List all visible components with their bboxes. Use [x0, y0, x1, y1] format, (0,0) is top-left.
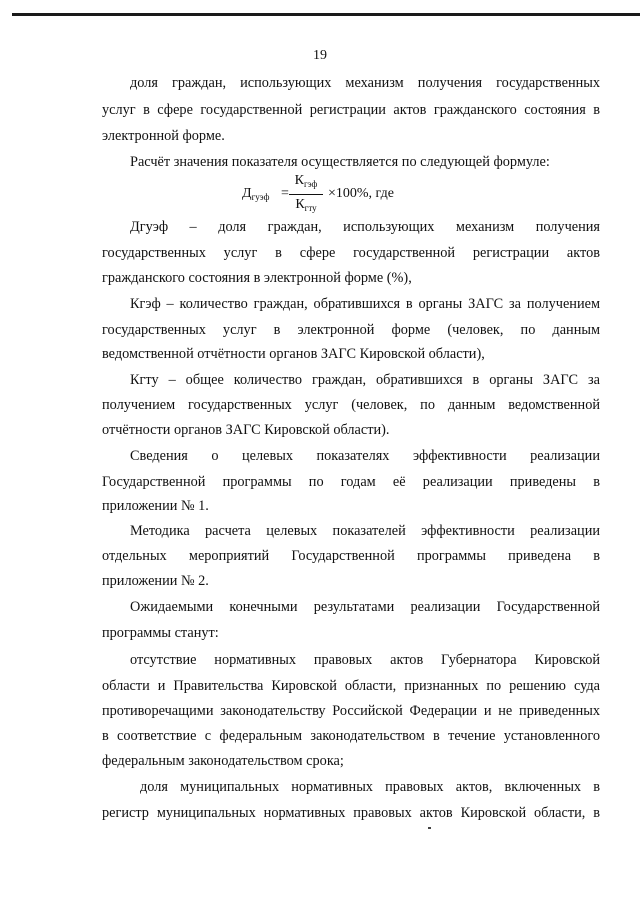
scan-mark [428, 827, 431, 829]
text-line: Сведения о целевых показателях эффективности реализации [130, 448, 600, 464]
text-line: государственных услуг в электронной форме (человек, по данным [102, 322, 600, 338]
text-line: Методика расчета целевых показателей эффективности реализации [130, 523, 600, 539]
formula-lhs: $Д_{гуэф}$ [242, 186, 270, 202]
text-line: отсутствие нормативных правовых актов Губернатора Кировской [130, 652, 600, 668]
text-line: Ожидаемыми конечными результатами реализации Государственной [130, 599, 600, 615]
text-line: отдельных мероприятий Государственной программы приведена в [102, 548, 600, 564]
text-line: в соответствие с федеральным законодательством в течение установленного [102, 728, 600, 744]
formula-equals: = [281, 186, 289, 201]
text-line: программы станут: [102, 625, 219, 641]
formula-denominator: $К_{гту}$ [295, 197, 317, 213]
formula-numerator: $К_{гэф}$ [294, 173, 318, 189]
top-border-rule [12, 13, 640, 16]
fraction-bar [289, 194, 323, 195]
text-line: ведомственной отчётности органов ЗАГС Кировской области), [102, 346, 485, 362]
text-line: электронной форме. [102, 128, 225, 144]
formula-fraction [289, 172, 323, 217]
page-number: 19 [313, 48, 327, 63]
text-line: федеральным законодательством срока; [102, 753, 344, 769]
text-line: Кгту – общее количество граждан, обратившихся в органы ЗАГС за [130, 372, 600, 388]
text-line: доля муниципальных нормативных правовых актов, включенных в [140, 779, 600, 795]
text-line: Расчёт значения показателя осуществляется по следующей формуле: [130, 154, 550, 170]
text-line: приложении № 1. [102, 498, 209, 514]
text-line: Государственной программы по годам её реализации приведены в [102, 474, 600, 490]
text-line: услуг в сфере государственной регистрации актов гражданского состояния в [102, 102, 600, 118]
formula [242, 172, 412, 216]
text-line: Кгэф – количество граждан, обратившихся в органы ЗАГС за получением [130, 296, 600, 312]
text-line: гражданского состояния в электронной форме (%), [102, 270, 412, 286]
formula-rhs: ×100%, где [328, 186, 394, 201]
text-line: Дгуэф – доля граждан, использующих механизм получения [130, 219, 600, 235]
text-line: государственных услуг в сфере государственной регистрации актов [102, 245, 600, 261]
text-line: регистр муниципальных нормативных правовых актов Кировской области, в [102, 805, 600, 821]
text-line: противоречащими законодательству Российской Федерации и не приведенных [102, 703, 600, 719]
text-line: отчётности органов ЗАГС Кировской области). [102, 422, 390, 438]
text-line: приложении № 2. [102, 573, 209, 589]
text-line: доля граждан, использующих механизм получения государственных [130, 75, 600, 91]
text-line: получением государственных услуг (человек, по данным ведомственной [102, 397, 600, 413]
text-line: области и Правительства Кировской области, признанных по решению суда [102, 678, 600, 694]
